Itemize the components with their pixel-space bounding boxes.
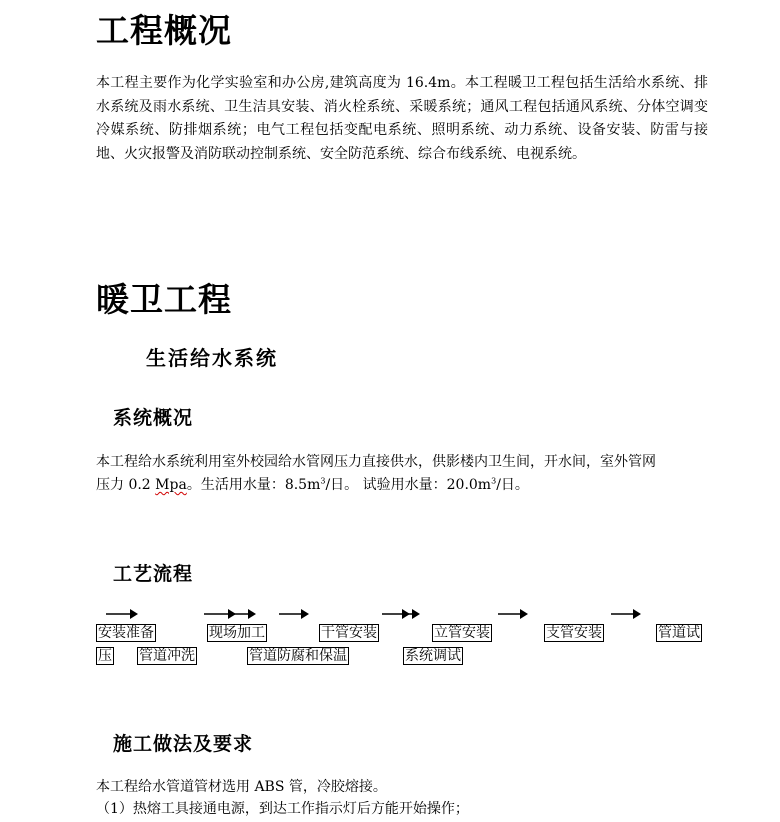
heading-system-overview: 系统概况 bbox=[113, 407, 194, 429]
flow-step-pressure: 压 bbox=[98, 648, 112, 664]
arrow-right-icon bbox=[279, 608, 309, 620]
arrow-right-icon bbox=[204, 608, 256, 620]
construction-line-2: （1）热熔工具接通电源，到达工作指示灯后方能开始操作； bbox=[96, 801, 469, 817]
arrow-right-icon bbox=[611, 608, 641, 620]
flow-step-pipe-test: 管道试 bbox=[658, 625, 700, 641]
subtitle-domestic-water-supply: 生活给水系统 bbox=[146, 346, 278, 370]
flow-step-onsite-processing: 现场加工 bbox=[209, 625, 265, 641]
heading-process-flow: 工艺流程 bbox=[113, 563, 194, 585]
test-water-text: /日。 试验用水量：20.0m bbox=[325, 477, 492, 493]
pressure-unit-mpa: Mpa bbox=[155, 477, 187, 493]
pressure-prefix: 压力 0.2 bbox=[96, 477, 156, 493]
superscript-3-b: 3 bbox=[491, 476, 497, 486]
arrow-right-icon bbox=[382, 608, 420, 620]
system-overview-line-2 bbox=[96, 474, 529, 496]
flow-step-branch-install: 支管安装 bbox=[546, 625, 602, 641]
section-title-project-overview: 工程概况 bbox=[96, 11, 232, 50]
section-title-hvac-plumbing: 暖卫工程 bbox=[96, 280, 232, 319]
flow-step-anticorrosion: 管道防腐和保温 bbox=[249, 648, 347, 664]
project-overview-paragraph: 本工程主要作为化学实验室和办公房,建筑高度为 16.4m。本工程暖卫工程包括生活给水系统、排水系统及雨水系统、卫生洁具安装、消火栓系统、采暖系统；通风工程包括通风系统、分体空调变冷媒系统、防排烟系统；电气工程包括变配电系统、照明系统、动力系统、设备安装、防雷与接地、火灾报警及消防联动控制系统、安全防范系统、综合布线系统、电视系统。 bbox=[96, 75, 708, 162]
flow-step-flushing: 管道冲洗 bbox=[139, 648, 195, 664]
system-overview-line-1: 本工程给水系统利用室外校园给水管网压力直接供水，供影楼内卫生间，开水间，室外管网 bbox=[96, 454, 656, 470]
superscript-3-a: 3 bbox=[320, 476, 326, 486]
flow-step-main-pipe-install: 干管安装 bbox=[321, 625, 377, 641]
domestic-water-text: 。生活用水量：8.5m bbox=[186, 477, 321, 493]
arrow-right-icon bbox=[106, 608, 138, 620]
construction-line-1: 本工程给水管道管材选用 ABS 管，冷胶熔接。 bbox=[96, 779, 387, 795]
flow-step-commissioning: 系统调试 bbox=[405, 648, 461, 664]
flow-step-install-prep: 安装准备 bbox=[98, 625, 154, 641]
heading-construction-method: 施工做法及要求 bbox=[113, 733, 254, 755]
line-end-text: /日。 bbox=[496, 477, 529, 493]
arrow-right-icon bbox=[498, 608, 528, 620]
flow-step-riser-install: 立管安装 bbox=[434, 625, 490, 641]
